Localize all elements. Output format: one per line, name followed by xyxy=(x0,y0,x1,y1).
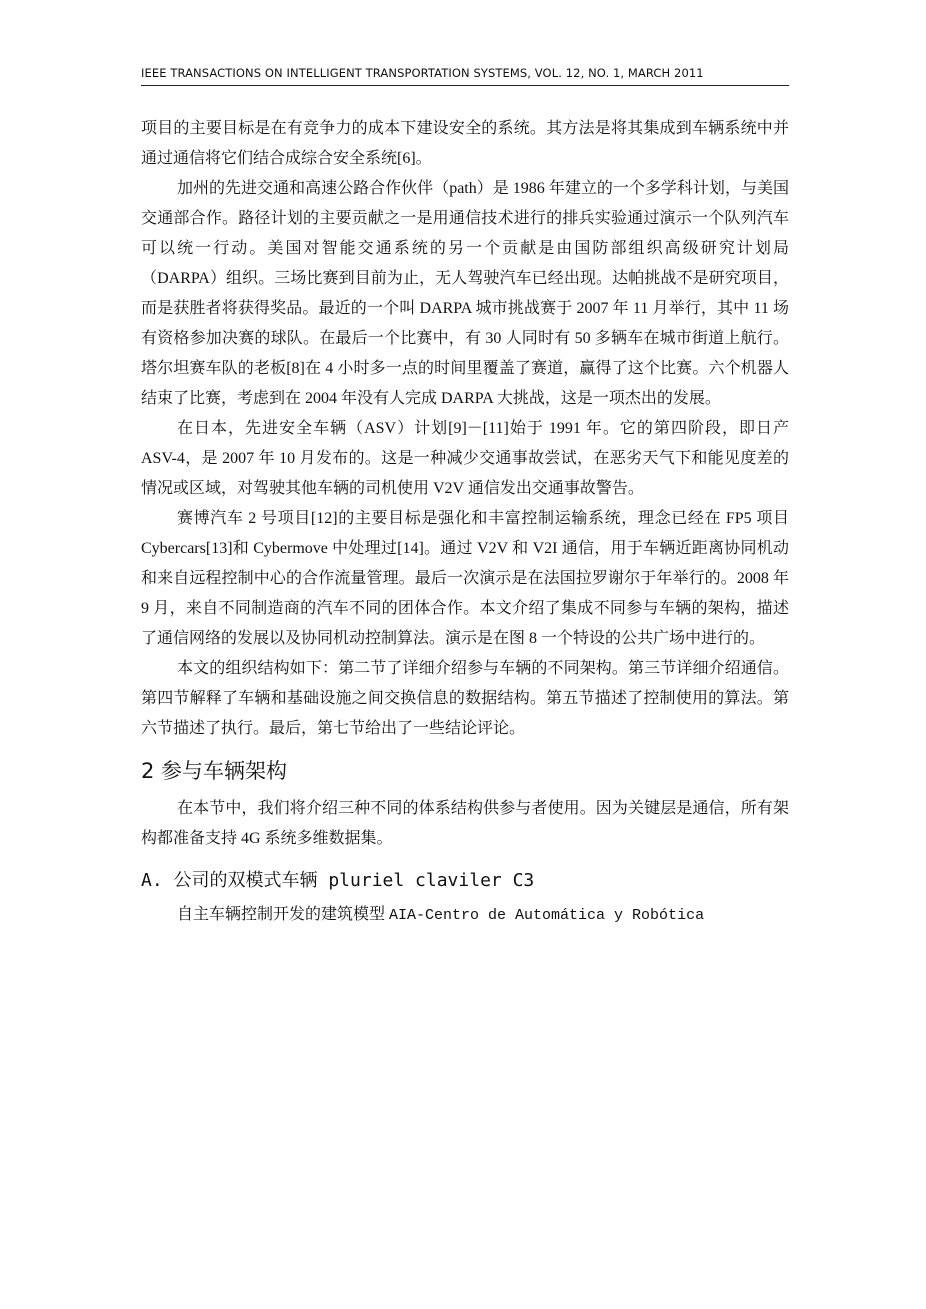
paragraph: 本文的组织结构如下：第二节了详细介绍参与车辆的不同架构。第三节详细介绍通信。第四节解释了车辆和基础设施之间交换信息的数据结构。第五节描述了控制使用的算法。第六节描述了执行。最后，第七节给出了一些结论评论。 xyxy=(141,660,789,737)
paragraph: 在本节中，我们将介绍三种不同的体系结构供参与者使用。因为关键层是通信，所有架构都准备支持 4G 系统多维数据集。 xyxy=(141,800,789,847)
header-divider xyxy=(141,85,789,86)
section-heading: 2 参与车辆架构 xyxy=(141,759,288,783)
institution-name: AIA-Centro de Automática y Robótica xyxy=(389,907,705,924)
paragraph: 项目的主要目标是在有竞争力的成本下建设安全的系统。其方法是将其集成到车辆系统中并通过通信将它们结合成综合安全系统[6]。 xyxy=(141,120,789,167)
paragraph: 赛博汽车 2 号项目[12]的主要目标是强化和丰富控制运输系统，理念已经在 FP5 项目 Cybercars[13]和 Cybermove 中处理过[14]。通过 V2V 和 V2I 通信，用于车辆近距离协同机动和来自远程控制中心的合作流量管理。最后一次演示是在法国拉罗谢尔于年举行的。2008 年 9 月，来自不同制造商的汽车不同的团体合作。本文介绍了集成不同参与车辆的架构，描述了通信网络的发展以及协同机动控制算法。演示是在图 8 一个特设的公共广场中进行的。 xyxy=(141,510,789,647)
running-header: IEEE TRANSACTIONS ON INTELLIGENT TRANSPORTATION SYSTEMS, VOL. 12, NO. 1, MARCH 2011 xyxy=(141,66,704,80)
body-text xyxy=(141,114,789,931)
subsection-heading: A. 公司的双模式车辆 pluriel claviler C3 xyxy=(141,870,535,891)
paragraph: 加州的先进交通和高速公路合作伙伴（path）是 1986 年建立的一个多学科计划，与美国交通部合作。路径计划的主要贡献之一是用通信技术进行的排兵实验通过演示一个队列汽车可以统一行动。美国对智能交通系统的另一个贡献是由国防部组织高级研究计划局（DARPA）组织。三场比赛到目前为止，无人驾驶汽车已经出现。达帕挑战不是研究项目，而是获胜者将获得奖品。最近的一个叫 DARPA 城市挑战赛于 2007 年 11 月举行，其中 11 场有资格参加决赛的球队。在最后一个比赛中，有 30 人同时有 50 多辆车在城市街道上航行。塔尔坦赛车队的老板[8]在 4 小时多一点的时间里覆盖了赛道，赢得了这个比赛。六个机器人结束了比赛，考虑到在 2004 年没有人完成 DARPA 大挑战，这是一项杰出的发展。 xyxy=(141,180,789,407)
paragraph: 在日本，先进安全车辆（ASV）计划[9]－[11]始于 1991 年。它的第四阶段，即日产 ASV-4，是 2007 年 10 月发布的。这是一种减少交通事故尝试，在恶劣天气下和能见度差的情况或区域，对驾驶其他车辆的司机使用 V2V 通信发出交通事故警告。 xyxy=(141,420,789,497)
paragraph xyxy=(141,900,789,931)
paragraph-text: 自主车辆控制开发的建筑模型 xyxy=(177,906,390,923)
